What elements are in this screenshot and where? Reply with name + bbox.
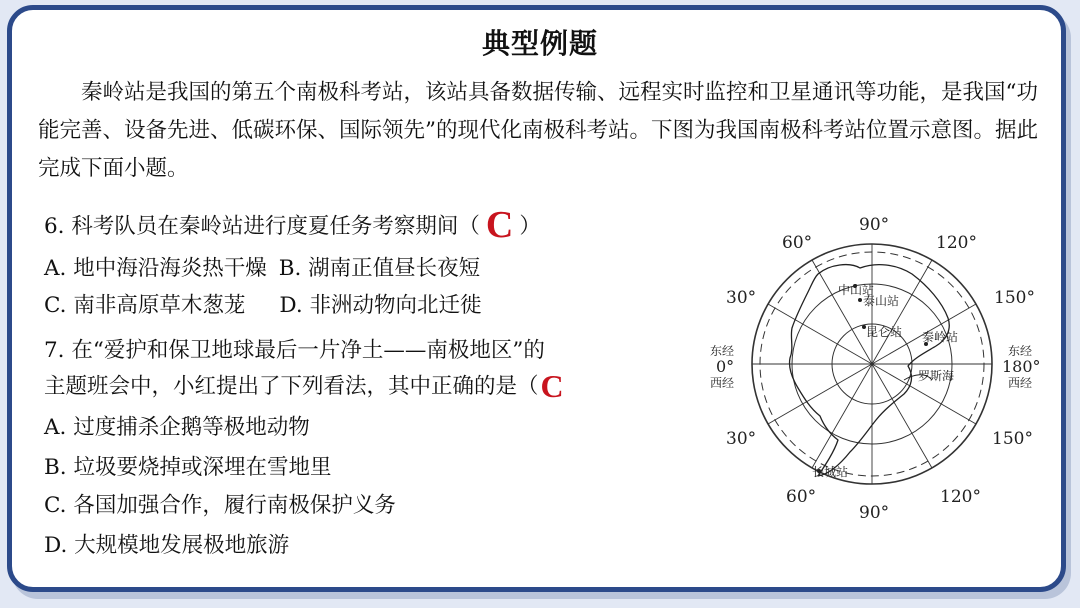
label-west-right: 西经: [1008, 376, 1033, 390]
question-6-option-a: A. 地中海沿海炎热干燥: [44, 256, 267, 281]
question-7-option-b: B. 垃圾要烧掉或深埋在雪地里: [44, 455, 332, 480]
label-ross-sea: 罗斯海: [918, 369, 955, 383]
label-taishan: 泰山站: [863, 294, 900, 308]
question-6: [44, 203, 541, 247]
label-90-bottom: 90°: [859, 503, 890, 523]
label-0: 0°: [716, 357, 735, 376]
label-150-bottom-right: 150°: [992, 429, 1033, 449]
label-greatwall: 长城站: [812, 465, 849, 479]
label-60-bottom-left: 60°: [786, 487, 817, 507]
label-180: 180°: [1002, 357, 1041, 376]
question-7-option-a: A. 过度捕杀企鹅等极地动物: [44, 415, 310, 440]
question-7-answer: C: [540, 368, 564, 404]
question-7-option-d: D. 大规模地发展极地旅游: [44, 533, 290, 558]
question-6-options-cd: [44, 288, 482, 319]
label-zhongshan: 中山站: [838, 283, 875, 297]
label-west-left: 西经: [710, 376, 735, 390]
label-150-right: 150°: [994, 288, 1035, 308]
question-6-option-b: B. 湖南正值昼长夜短: [278, 256, 481, 281]
page-title: 典型例题: [481, 27, 598, 60]
label-kunlun: 昆仑站: [866, 325, 903, 339]
question-7-stem-line1: 7. 在“爱护和保卫地球最后一片净土——南极地区”的: [44, 338, 545, 363]
label-30-left: 30°: [726, 288, 757, 308]
question-7-stem: 主题班会中，小红提出了下列看法，其中正确的是（: [44, 374, 539, 399]
question-6-answer: C: [485, 204, 514, 246]
question-6-options-ab: [44, 251, 480, 282]
label-90-top: 90°: [859, 215, 890, 235]
passage-text: 秦岭站是我国的第五个南极科考站，该站具备数据传输、远程实时监控和卫星通讯等功能，是我国“功能完善、设备先进、低碳环保、国际领先”的现代化南极科考站。下图为我国南极科考站位置示意图。据此完成下面小题。: [38, 80, 1038, 181]
taishan-station-dot: [858, 298, 862, 302]
question-7-stem-line2: [44, 368, 566, 405]
question-6-stem: 6. 科考队员在秦岭站进行度夏任务考察期间（: [44, 214, 480, 239]
label-120-top-right: 120°: [936, 233, 977, 253]
label-30-bottom-left: 30°: [726, 429, 757, 449]
question-6-option-d: D. 非洲动物向北迁徙: [279, 293, 482, 318]
question-6-option-c: C. 南非高原草木葱茏: [44, 293, 246, 318]
label-east-right: 东经: [1008, 344, 1033, 358]
label-60-top-left: 60°: [782, 233, 813, 253]
antarctica-station-map: [700, 212, 1070, 532]
question-7-option-c: C. 各国加强合作，履行南极保护义务: [44, 493, 396, 518]
label-east-left: 东经: [710, 344, 735, 358]
label-120-bottom-right: 120°: [940, 487, 981, 507]
label-qinling: 秦岭站: [922, 330, 959, 344]
map-graticule: [752, 244, 992, 484]
question-6-close: ）: [519, 214, 541, 239]
